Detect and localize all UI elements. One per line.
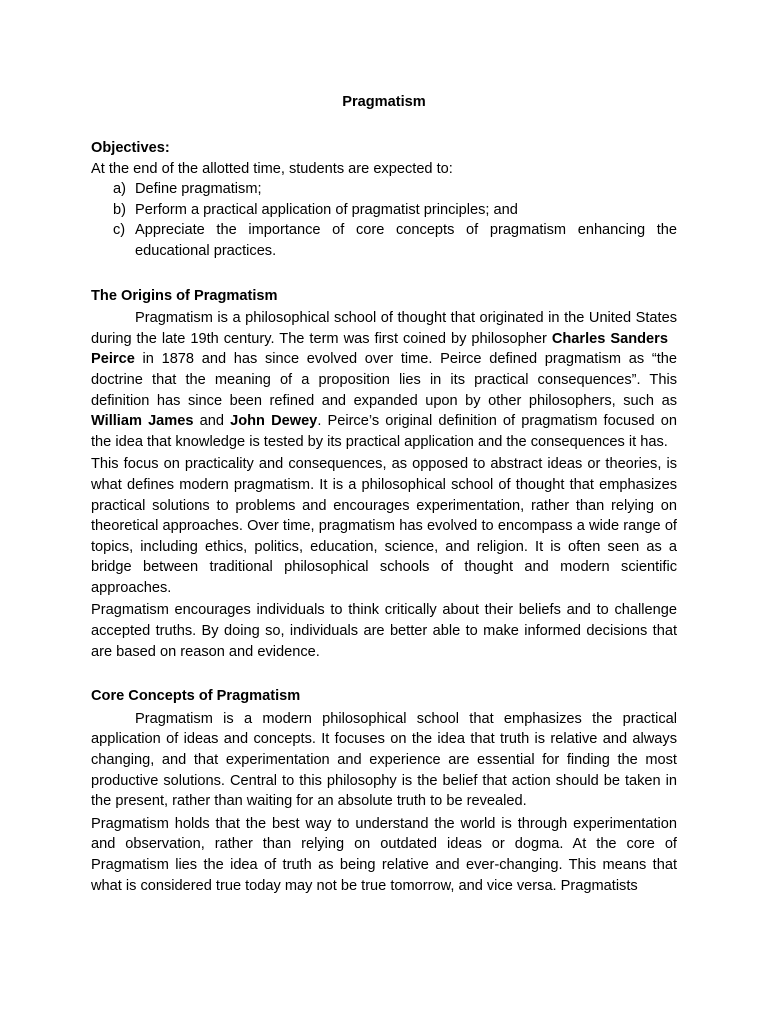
core-paragraph-2: Pragmatism holds that the best way to understand the world is through experimentation and observation, rather than relying on outdated ideas or dogma. At the core of Pragmatism lies the idea of truth as being relative and ever-changing. This means that what is considered true today may not be true tomorrow, and vice versa. Pragmatists (91, 815, 677, 894)
origins-paragraph-2: This focus on practicality and consequences, as opposed to abstract ideas or theories, is what defines modern pragmatism. It is a philosophical school of thought that emphasizes practical solutions to problems and encourages experimentation, rather than relying on theoretical approaches. Over time, pragmatism has evolved to encompass a wide range of topics, including ethics, politics, education, science, and religion. It is often seen as a bridge between traditional philosophical schools of thought and modern scientific approaches. (91, 456, 677, 596)
philosopher-name-dewey: John Dewey (230, 413, 318, 430)
philosopher-name-peirce: Charles Sanders Peirce (91, 330, 677, 368)
text-run: in 1878 and has since evolved over time. Peirce defined pragmatism as “the doctrine that the meaning of a proposition lies in its practical consequences”. This definition has since been refined and expanded upon by other philosophers, such as (91, 351, 677, 409)
list-marker: c) (113, 222, 126, 239)
core-concepts-heading: Core Concepts of Pragmatism (91, 688, 301, 705)
objectives-heading: Objectives: (91, 140, 170, 156)
list-item-text: Define pragmatism; (135, 181, 262, 198)
list-item (91, 220, 677, 261)
list-marker: a) (113, 181, 126, 198)
text-run: and (193, 413, 231, 430)
text-run: Pragmatism is a philosophical school of thought that originated in the United States during the late 19th century. The term was first coined by philosopher (91, 310, 677, 347)
list-item-text: Appreciate the importance of core concepts of pragmatism enhancing the educational practices. (135, 222, 677, 259)
text-run: . Peirce’s original definition of pragmatism focused on the idea that knowledge is tested by its practical application and the consequences it has. (91, 413, 677, 450)
list-marker: b) (113, 201, 126, 218)
origins-heading: The Origins of Pragmatism (91, 287, 278, 304)
origins-paragraph-3: Pragmatism encourages individuals to think critically about their beliefs and to challenge accepted truths. By doing so, individuals are better able to make informed decisions that are based on reason and evidence. (91, 602, 677, 660)
core-paragraph-1: Pragmatism is a modern philosophical school that emphasizes the practical application of ideas and concepts. It focuses on the idea that truth is relative and always changing, and that experimentation and experience are essential for finding the most productive solutions. Central to this philosophy is the belief that action should be taken in the present, rather than waiting for an absolute truth to be revealed. (91, 710, 677, 810)
document-content (91, 92, 677, 896)
list-item (91, 179, 677, 200)
philosopher-name-james: William James (91, 413, 194, 430)
objectives-intro: At the end of the allotted time, students are expected to: (91, 160, 453, 177)
list-item-text: Perform a practical application of pragmatist principles; and (135, 201, 518, 218)
document-title: Pragmatism (342, 94, 426, 110)
list-item (91, 200, 677, 221)
origins-paragraph-1 (91, 308, 677, 452)
objectives-list (91, 179, 677, 261)
